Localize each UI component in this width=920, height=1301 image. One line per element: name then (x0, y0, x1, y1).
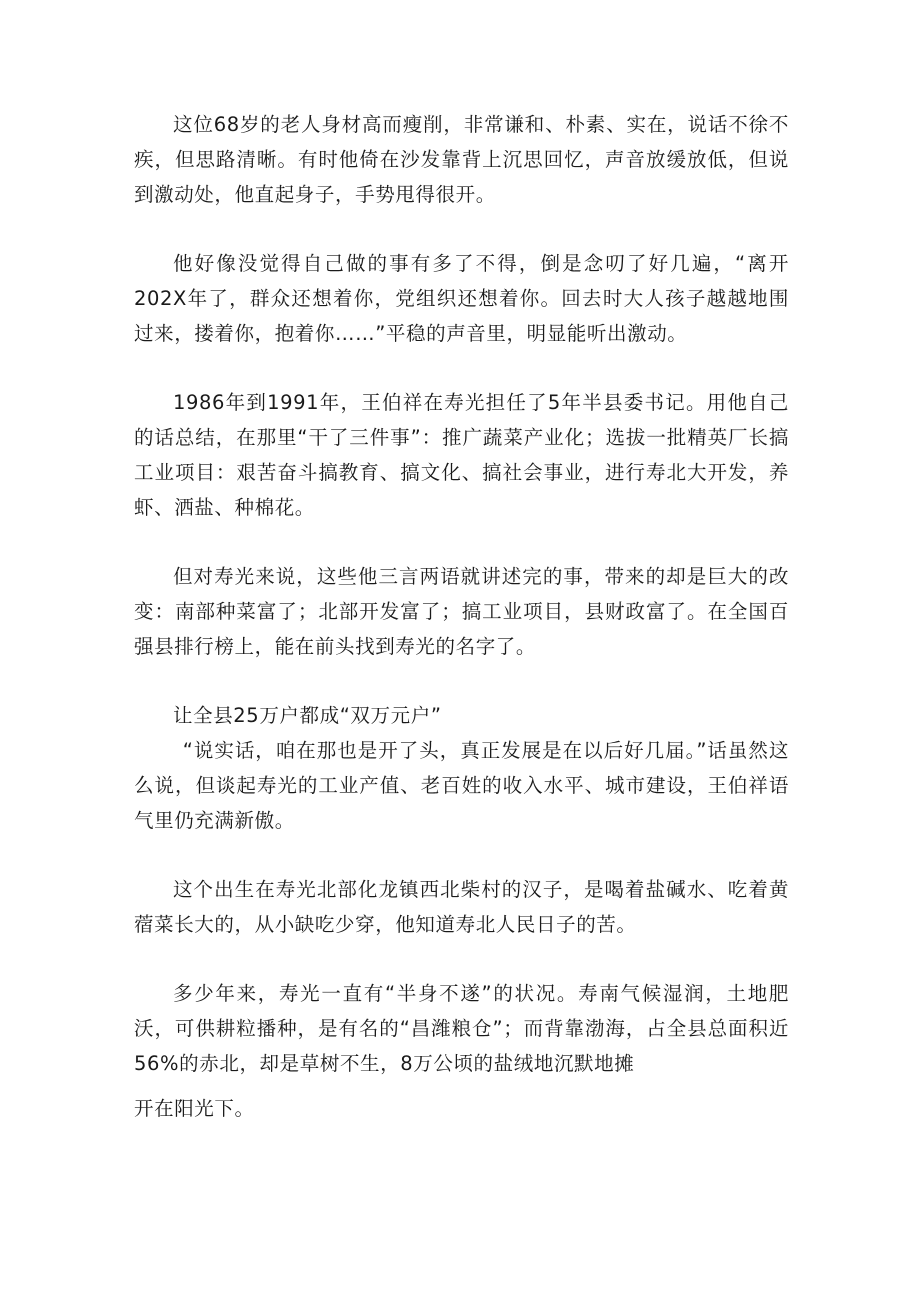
paragraph-quote: “说实话，咱在那也是开了头，真正发展是在以后好几届。”话虽然这么说，但谈起寿光的工业产值、老百姓的收入水平、城市建设，王伯祥语气里仍充满新傲。 (134, 739, 789, 832)
paragraph-7: 多少年来，寿光一直有“半身不遂”的状况。寿南气候湿润，土地肥沃，可供耕粒播种，是有名的“昌潍粮仓”；而背靠渤海，占全县总面积近56%的赤北，却是草树不生，8万公顷的盐绒地沉默地摊 (134, 982, 789, 1075)
paragraph-tail: 开在阳光下。 (134, 1097, 255, 1120)
paragraph-2: 他好像没觉得自己做的事有多了不得，倒是念叨了好几遍，“离开202X年了，群众还想着你，党组织还想着你。回去时大人孩子越越地围过来，搂着你，抱着你……”平稳的声音里，明显能听出激动。 (134, 252, 789, 345)
paragraph-6: 这个出生在寿光北部化龙镇西北柴村的汉子，是喝着盐碱水、吃着黄蓿菜长大的，从小缺吃少穿，他知道寿北人民日子的苦。 (134, 878, 789, 936)
paragraph-1: 这位68岁的老人身材高而瘦削，非常谦和、朴素、实在，说话不徐不疾，但思路清晰。有时他倚在沙发靠背上沉思回忆，声音放缓放低，但说到激动处，他直起身子，手势甩得很开。 (134, 113, 789, 206)
article-body (134, 107, 789, 1126)
paragraph-3: 1986年到1991年，王伯祥在寿光担任了5年半县委书记。用他自己的话总结，在那里“干了三件事”：推广蔬菜产业化；选拔一批精英厂长搞工业项目：艰苦奋斗搞教育、搞文化、搞社会事业，进行寿北大开发，养虾、洒盐、种棉花。 (134, 391, 789, 519)
paragraph-4: 但对寿光来说，这些他三言两语就讲述完的事，带来的却是巨大的改变：南部种菜富了；北部开发富了；搞工业项目，县财政富了。在全国百强县排行榜上，能在前头找到寿光的名字了。 (134, 565, 789, 658)
section-subheading: 让全县25万户都成“双万元户” (173, 704, 442, 727)
